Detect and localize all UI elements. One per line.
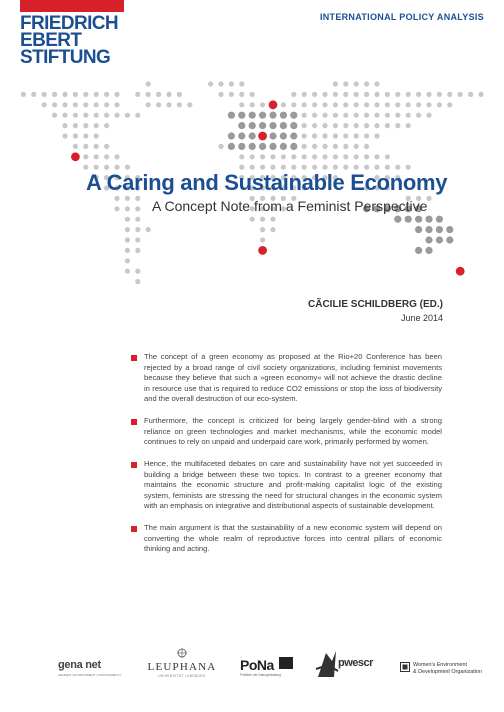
- map-dot: [354, 144, 359, 149]
- map-dot: [166, 92, 171, 97]
- map-dot: [343, 154, 348, 159]
- bullet-item: [131, 352, 442, 405]
- map-dot: [312, 92, 317, 97]
- logo-line: FRIEDRICH: [20, 13, 119, 34]
- map-dot: [416, 113, 421, 118]
- map-dot: [280, 112, 287, 119]
- map-dot: [166, 102, 171, 107]
- map-dot: [291, 92, 296, 97]
- map-dot: [62, 123, 67, 128]
- map-dot: [94, 123, 99, 128]
- map-dot: [374, 102, 379, 107]
- author: CÃCILIE SCHILDBERG (ED.): [308, 299, 443, 310]
- map-dot: [114, 206, 119, 211]
- map-dot: [177, 102, 182, 107]
- map-dot: [104, 102, 109, 107]
- map-dot: [395, 123, 400, 128]
- map-dot: [354, 123, 359, 128]
- map-dot: [208, 81, 213, 86]
- map-dot: [291, 102, 296, 107]
- bullet-text: The main argument is that the sustainability of a new economic system will depend on converting the whole realm of reproductive forces into central pillars of economic thinking and acting.: [144, 523, 442, 553]
- map-dot: [280, 143, 287, 150]
- series-label: INTERNATIONAL POLICY ANALYSIS: [319, 12, 484, 22]
- map-dot: [218, 144, 223, 149]
- map-dot: [269, 132, 276, 139]
- map-dot: [333, 81, 338, 86]
- map-dot: [374, 133, 379, 138]
- map-dot: [249, 132, 256, 139]
- map-dot: [364, 123, 369, 128]
- map-dot: [395, 92, 400, 97]
- map-dot: [135, 269, 140, 274]
- map-dot: [436, 236, 443, 243]
- map-dot: [62, 92, 67, 97]
- map-dot: [250, 154, 255, 159]
- map-dot: [354, 92, 359, 97]
- map-dot: [405, 216, 412, 223]
- map-dot: [415, 247, 422, 254]
- map-dot: [290, 132, 297, 139]
- map-dot: [322, 113, 327, 118]
- bullet-text: The concept of a green economy as proposed at the Rio+20 Conference has been rejected by a broad range of civil society organizations, including feminist movements because they believe that such a »green economy« will not achieve the drastic decline in resource use that is required to reduce CO2 emissions or stop the loss of biodiversity and the overall destruction of our eco-system.: [144, 352, 442, 403]
- map-dot: [31, 92, 36, 97]
- map-dot: [146, 227, 151, 232]
- logo-wordmark: [20, 15, 124, 66]
- map-dot: [21, 92, 26, 97]
- map-dot: [302, 102, 307, 107]
- map-dot-highlight: [71, 152, 80, 161]
- map-dot: [238, 122, 245, 129]
- map-dot: [416, 102, 421, 107]
- map-dot: [302, 92, 307, 97]
- map-dot: [333, 102, 338, 107]
- map-dot: [385, 92, 390, 97]
- map-dot: [406, 92, 411, 97]
- pwescr-figure-icon: [314, 647, 340, 681]
- map-dot: [259, 143, 266, 150]
- summary-bullets: [131, 352, 442, 566]
- map-dot: [156, 102, 161, 107]
- map-dot: [94, 102, 99, 107]
- map-dot: [269, 143, 276, 150]
- map-dot: [364, 113, 369, 118]
- partner-name: LEUPHANA: [147, 661, 217, 673]
- map-dot: [364, 102, 369, 107]
- partner-sub: UNIVERSITÄT LÜNEBURG: [158, 674, 206, 678]
- map-dot: [281, 102, 286, 107]
- map-dot: [249, 112, 256, 119]
- fes-logo: [20, 0, 124, 66]
- map-dot: [364, 154, 369, 159]
- map-dot: [249, 122, 256, 129]
- map-dot: [73, 92, 78, 97]
- wedo-emblem-icon: [400, 662, 410, 672]
- map-dot: [135, 227, 140, 232]
- map-dot: [291, 154, 296, 159]
- map-dot: [354, 102, 359, 107]
- partner-sub: GENDER | ENVIRONMENT | SUSTAINABILITY: [58, 673, 122, 677]
- map-dot: [104, 113, 109, 118]
- map-dot: [374, 123, 379, 128]
- logo-line: EBERT: [20, 30, 82, 51]
- map-dot: [312, 102, 317, 107]
- map-dot: [83, 123, 88, 128]
- map-dot: [125, 248, 130, 253]
- map-dot: [447, 92, 452, 97]
- map-dot: [125, 237, 130, 242]
- map-dot: [343, 81, 348, 86]
- map-dot: [364, 144, 369, 149]
- map-dot: [343, 92, 348, 97]
- map-dot: [333, 154, 338, 159]
- map-dot: [312, 113, 317, 118]
- bullet-text: Furthermore, the concept is criticized for being largely gender-blind with a strong reliance on green technologies and market mechanisms, while the economic model continues to rely on unpaid and underpaid care work, primarily performed by women.: [144, 416, 442, 446]
- logo-line: STIFTUNG: [20, 47, 111, 68]
- map-dot: [394, 216, 401, 223]
- bullet-text: Hence, the multifaceted debates on care and sustainability have not yet succeeded in building a bridge between these two topics. In contrast to a greener economy that maintains the economic structure and profit-making capitalist logic of the existing system, feminists are stressing the need for structural changes in the economic system with an emphasis on integrative and distributional aspects of sustainable development.: [144, 459, 442, 510]
- map-dot: [228, 143, 235, 150]
- map-dot: [302, 123, 307, 128]
- map-dot: [228, 112, 235, 119]
- map-dot: [239, 92, 244, 97]
- map-dot: [458, 92, 463, 97]
- map-dot: [374, 154, 379, 159]
- map-dot: [446, 226, 453, 233]
- map-dot: [312, 133, 317, 138]
- map-dot: [425, 216, 432, 223]
- map-dot: [114, 92, 119, 97]
- wedo-logo: [400, 645, 500, 685]
- map-dot: [290, 143, 297, 150]
- map-dot: [62, 133, 67, 138]
- map-dot: [114, 113, 119, 118]
- map-dot: [156, 92, 161, 97]
- publication-date: June 2014: [400, 313, 443, 323]
- map-dot-highlight: [269, 100, 278, 109]
- map-dot: [104, 123, 109, 128]
- map-dot: [135, 113, 140, 118]
- map-dot: [333, 92, 338, 97]
- map-dot: [177, 92, 182, 97]
- bullet-item: [131, 459, 442, 512]
- map-dot: [290, 112, 297, 119]
- map-dot: [385, 102, 390, 107]
- map-dot: [259, 112, 266, 119]
- bullet-item: [131, 416, 442, 448]
- map-dot: [426, 92, 431, 97]
- map-dot: [416, 92, 421, 97]
- map-dot: [426, 102, 431, 107]
- partner-name: gena net: [58, 659, 101, 671]
- map-dot: [250, 92, 255, 97]
- map-dot: [415, 226, 422, 233]
- map-dot: [239, 102, 244, 107]
- bullet-square-icon: [131, 462, 137, 468]
- map-dot: [42, 102, 47, 107]
- partner-name: [413, 662, 482, 675]
- map-dot: [62, 113, 67, 118]
- map-dot: [239, 81, 244, 86]
- pwescr-logo: [314, 645, 386, 685]
- partner-name: PoNa: [240, 657, 274, 673]
- map-dot: [104, 92, 109, 97]
- map-dot: [354, 81, 359, 86]
- map-dot: [73, 144, 78, 149]
- map-dot: [385, 123, 390, 128]
- map-dot: [312, 144, 317, 149]
- map-dot: [260, 227, 265, 232]
- map-dot: [83, 92, 88, 97]
- map-dot: [354, 133, 359, 138]
- map-dot: [125, 206, 130, 211]
- map-dot: [468, 92, 473, 97]
- map-dot: [229, 92, 234, 97]
- map-dot: [343, 144, 348, 149]
- map-dot: [135, 248, 140, 253]
- wedo-line: Women's Environment: [413, 662, 467, 668]
- map-dot-highlight: [258, 246, 267, 255]
- map-dot: [94, 92, 99, 97]
- partner-sub: Politiken der Naturgestaltung: [240, 673, 281, 677]
- map-dot: [270, 217, 275, 222]
- map-dot: [322, 92, 327, 97]
- map-dot: [364, 81, 369, 86]
- map-dot: [343, 113, 348, 118]
- map-dot: [238, 132, 245, 139]
- map-dot: [322, 133, 327, 138]
- map-dot: [260, 102, 265, 107]
- map-dot: [125, 227, 130, 232]
- map-dot: [395, 102, 400, 107]
- map-dot: [425, 236, 432, 243]
- map-dot: [73, 113, 78, 118]
- map-dot: [135, 279, 140, 284]
- map-dot: [436, 216, 443, 223]
- map-dot: [83, 102, 88, 107]
- map-dot: [229, 81, 234, 86]
- map-dot: [269, 112, 276, 119]
- map-dot: [73, 133, 78, 138]
- map-dot: [395, 113, 400, 118]
- map-dot: [52, 113, 57, 118]
- map-dot: [436, 226, 443, 233]
- map-dot: [478, 92, 483, 97]
- map-dot: [364, 133, 369, 138]
- map-dot: [269, 122, 276, 129]
- document-subtitle: A Concept Note from a Feminist Perspective: [152, 198, 428, 214]
- map-dot: [354, 113, 359, 118]
- map-dot: [250, 102, 255, 107]
- map-dot: [104, 144, 109, 149]
- map-dot: [228, 132, 235, 139]
- map-dot: [302, 144, 307, 149]
- map-dot: [374, 113, 379, 118]
- map-dot: [249, 143, 256, 150]
- map-dot: [83, 144, 88, 149]
- map-dot: [343, 102, 348, 107]
- map-dot: [125, 113, 130, 118]
- bullet-square-icon: [131, 419, 137, 425]
- partner-logos: [0, 645, 504, 685]
- map-dot: [218, 92, 223, 97]
- map-dot: [94, 144, 99, 149]
- map-dot: [73, 123, 78, 128]
- map-dot: [406, 102, 411, 107]
- map-dot: [52, 92, 57, 97]
- map-dot: [281, 154, 286, 159]
- map-dot: [260, 217, 265, 222]
- map-dot: [437, 102, 442, 107]
- map-dot: [83, 133, 88, 138]
- map-dot: [270, 227, 275, 232]
- map-dot: [146, 92, 151, 97]
- pona-leaf-icon: [279, 657, 293, 669]
- map-dot: [425, 247, 432, 254]
- map-dot: [302, 133, 307, 138]
- map-dot: [146, 102, 151, 107]
- map-dot: [62, 102, 67, 107]
- map-dot: [146, 81, 151, 86]
- map-dot: [94, 113, 99, 118]
- map-dot: [52, 102, 57, 107]
- map-dot: [426, 113, 431, 118]
- logo-red-bar: [20, 0, 124, 12]
- leuphana-logo: [142, 645, 222, 685]
- map-dot: [270, 154, 275, 159]
- map-dot: [135, 196, 140, 201]
- map-dot: [447, 102, 452, 107]
- map-dot: [322, 154, 327, 159]
- map-dot: [437, 92, 442, 97]
- map-dot: [114, 102, 119, 107]
- map-dot: [125, 196, 130, 201]
- map-dot: [238, 112, 245, 119]
- map-dot: [406, 123, 411, 128]
- map-dot: [187, 102, 192, 107]
- map-dot: [83, 154, 88, 159]
- map-dot-highlight: [258, 132, 267, 141]
- map-dot: [425, 226, 432, 233]
- map-dot: [322, 123, 327, 128]
- map-dot: [322, 102, 327, 107]
- partner-name: pwescr: [338, 657, 373, 669]
- map-dot: [333, 133, 338, 138]
- map-dot: [135, 217, 140, 222]
- map-dot: [343, 123, 348, 128]
- map-dot-highlight: [456, 267, 465, 276]
- map-dot: [218, 81, 223, 86]
- map-dot: [94, 154, 99, 159]
- map-dot: [280, 132, 287, 139]
- map-dot: [406, 113, 411, 118]
- map-dot: [385, 154, 390, 159]
- map-dot: [312, 154, 317, 159]
- map-dot: [374, 81, 379, 86]
- map-dot: [239, 154, 244, 159]
- map-dot: [290, 122, 297, 129]
- map-dot: [343, 133, 348, 138]
- document-title: A Caring and Sustainable Economy: [86, 170, 448, 195]
- map-dot: [250, 217, 255, 222]
- map-dot: [302, 154, 307, 159]
- map-dot: [73, 102, 78, 107]
- map-dot: [260, 154, 265, 159]
- map-dot: [135, 206, 140, 211]
- map-dot: [135, 92, 140, 97]
- map-dot: [385, 113, 390, 118]
- bullet-square-icon: [131, 355, 137, 361]
- gena-net-logo: [58, 645, 128, 685]
- leuphana-emblem-icon: [142, 645, 222, 659]
- map-dot: [135, 237, 140, 242]
- map-dot: [114, 154, 119, 159]
- map-dot: [94, 133, 99, 138]
- bullet-item: [131, 523, 442, 555]
- map-dot: [333, 123, 338, 128]
- map-dot: [354, 154, 359, 159]
- map-dot: [333, 144, 338, 149]
- wedo-line: & Development Organization: [413, 668, 482, 675]
- map-dot: [238, 143, 245, 150]
- map-dot: [125, 258, 130, 263]
- map-dot: [333, 113, 338, 118]
- map-dot: [114, 196, 119, 201]
- map-dot: [302, 113, 307, 118]
- map-dot: [42, 92, 47, 97]
- pona-logo: [240, 645, 300, 685]
- map-dot: [322, 144, 327, 149]
- bullet-square-icon: [131, 526, 137, 532]
- map-dot: [312, 123, 317, 128]
- map-dot: [83, 113, 88, 118]
- map-dot: [104, 154, 109, 159]
- map-dot: [259, 122, 266, 129]
- map-dot: [374, 92, 379, 97]
- map-dot: [280, 122, 287, 129]
- map-dot: [260, 237, 265, 242]
- map-dot: [364, 92, 369, 97]
- map-dot: [125, 217, 130, 222]
- map-dot: [415, 216, 422, 223]
- map-dot: [125, 269, 130, 274]
- map-dot: [446, 236, 453, 243]
